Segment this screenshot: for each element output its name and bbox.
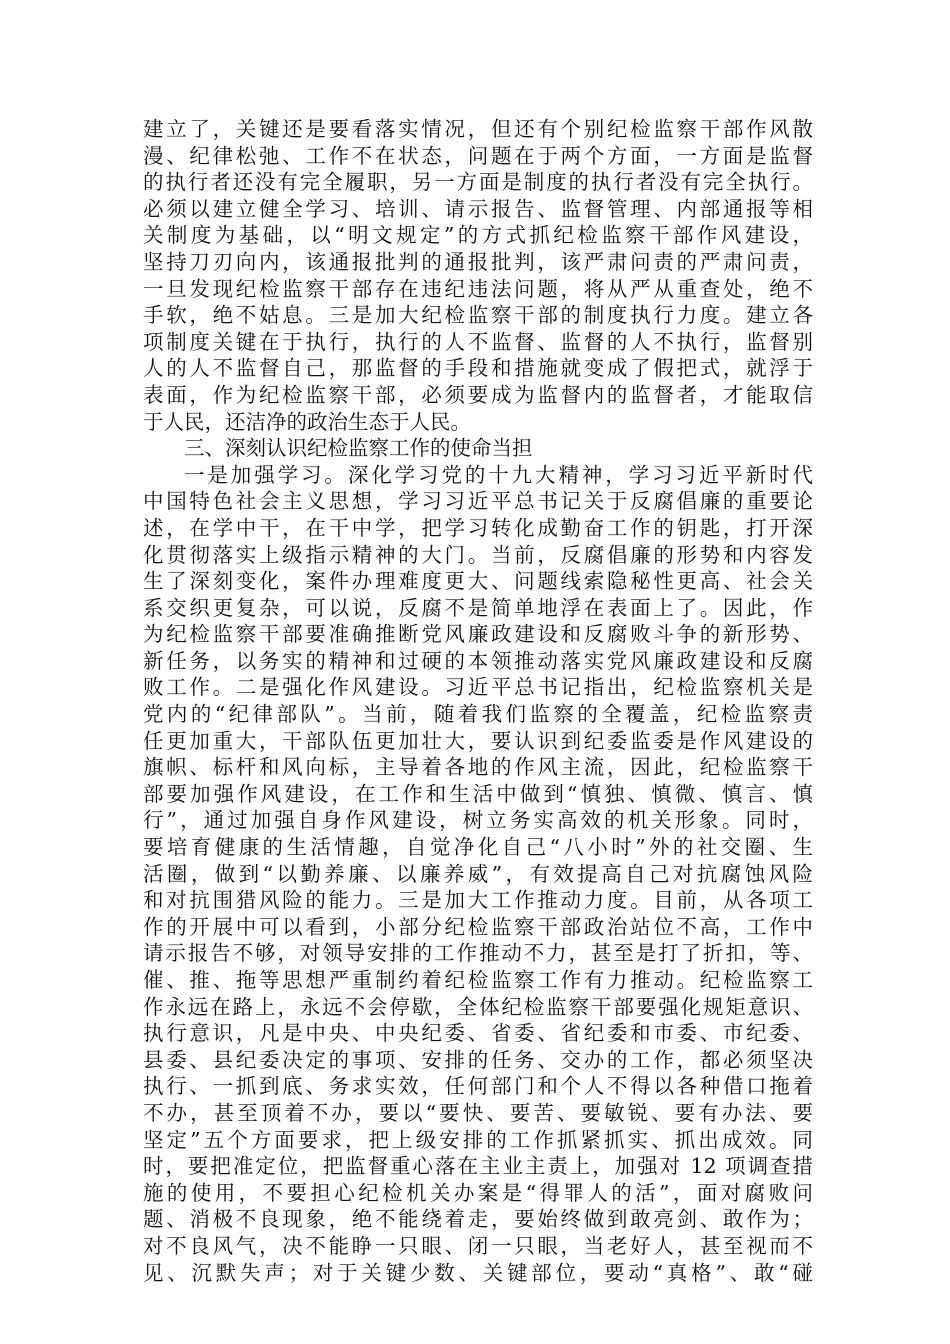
text-line: 手软，绝不姑息。三是加大纪检监察干部的制度执行力度。建立各 xyxy=(143,303,813,328)
text-line: 要培育健康的生活情趣，自觉净化自己“八小时”外的社交圈、生 xyxy=(143,835,813,860)
text-line: 表面，作为纪检监察干部，必须要成为监督内的监督者，才能取信 xyxy=(143,382,813,407)
text-line: 为纪检监察干部要准确推断党风廉政建设和反腐败斗争的新形势、 xyxy=(143,622,813,647)
text-line: 作的开展中可以看到，小部分纪检监察干部政治站位不高，工作中 xyxy=(143,914,813,939)
text-line: 一是加强学习。深化学习党的十九大精神，学习习近平新时代 xyxy=(184,462,813,487)
text-line: 生了深刻变化，案件办理难度更大、问题线索隐秘性更高、社会关 xyxy=(143,569,813,594)
text-line: 执行意识，凡是中央、中央纪委、省委、省纪委和市委、市纪委、 xyxy=(143,1021,813,1046)
body-text xyxy=(143,116,813,1286)
text-line: 漫、纪律松弛、工作不在状态，问题在于两个方面，一方面是监督 xyxy=(143,143,813,168)
text-line: 旗帜、标杆和风向标，主导着各地的作风主流，因此，纪检监察干 xyxy=(143,755,813,780)
text-line: 见、沉默失声；对于关键少数、关键部位，要动“真格”、敢“碰 xyxy=(143,1260,813,1285)
text-line: 建立了，关键还是要看落实情况，但还有个别纪检监察干部作风散 xyxy=(143,117,813,141)
text-line: 化贯彻落实上级指示精神的大门。当前，反腐倡廉的形势和内容发 xyxy=(143,542,813,567)
text-line: 请示报告不够，对领导安排的工作推动不力，甚至是打了折扣，等、 xyxy=(143,941,813,966)
text-line: 行”，通过加强自身作风建设，树立务实高效的机关形象。同时， xyxy=(143,808,813,833)
text-line: 部要加强作风建设，在工作和生活中做到“慎独、慎微、慎言、慎 xyxy=(143,781,813,806)
text-line: 人的人不监督自己，那监督的手段和措施就变成了假把式，就浮于 xyxy=(143,356,813,381)
text-line: 催、推、拖等思想严重制约着纪检监察工作有力推动。纪检监察工 xyxy=(143,968,813,992)
text-line: 作永远在路上，永远不会停歇，全体纪检监察干部要强化规矩意识、 xyxy=(143,994,813,1019)
text-line: 县委、县纪委决定的事项、安排的任务、交办的工作，都必须坚决 xyxy=(143,1047,813,1072)
text-line: 关制度为基础，以“明文规定”的方式抓纪检监察干部作风建设， xyxy=(143,223,813,248)
text-line: 活圈，做到“以勤养廉、以廉养威”，有效提高自己对抗腐蚀风险 xyxy=(143,861,813,886)
text-line: 不办，甚至顶着不办，要以“要快、要苦、要敏锐、要有办法、要 xyxy=(143,1100,813,1125)
text-line: 坚定”五个方面要求，把上级安排的工作抓紧抓实、抓出成效。同 xyxy=(143,1127,813,1152)
text-line: 执行、一抓到底、务求实效，任何部门和个人不得以各种借口拖着 xyxy=(143,1074,813,1099)
text-line: 系交织更复杂，可以说，反腐不是简单地浮在表面上了。因此，作 xyxy=(143,595,813,620)
text-line: 施的使用，不要担心纪检机关办案是“得罪人的活”，面对腐败问 xyxy=(143,1180,813,1205)
text-line: 题、消极不良现象，绝不能绕着走，要始终做到敢亮剑、敢作为； xyxy=(143,1207,813,1232)
text-line: 于人民，还洁净的政治生态于人民。 xyxy=(143,409,471,434)
text-line: 述，在学中干，在干中学，把学习转化成勤奋工作的钥匙，打开深 xyxy=(143,515,813,540)
text-line: 新任务，以务实的精神和过硬的本领推动落实党风廉政建设和反腐 xyxy=(143,648,813,673)
section-heading: 三、深刻认识纪检监察工作的使命当担 xyxy=(184,436,533,461)
text-line: 中国特色社会主义思想，学习习近平总书记关于反腐倡廉的重要论 xyxy=(143,489,813,514)
text-line: 对不良风气，决不能睁一只眼、闭一只眼，当老好人，甚至视而不 xyxy=(143,1233,813,1258)
text-line: 项制度关键在于执行，执行的人不监督、监督的人不执行，监督别 xyxy=(143,329,813,354)
text-line: 和对抗围猎风险的能力。三是加大工作推动力度。目前，从各项工 xyxy=(143,888,813,913)
text-line: 败工作。二是强化作风建设。习近平总书记指出，纪检监察机关是 xyxy=(143,675,813,700)
text-line: 必须以建立健全学习、培训、请示报告、监督管理、内部通报等相 xyxy=(143,196,813,221)
text-line: 党内的“纪律部队”。当前，随着我们监察的全覆盖，纪检监察责 xyxy=(143,702,813,727)
text-line: 任更加重大，干部队伍更加壮大，要认识到纪委监委是作风建设的 xyxy=(143,728,813,753)
text-line: 一旦发现纪检监察干部存在违纪违法问题，将从严从重查处，绝不 xyxy=(143,276,813,301)
text-line: 时，要把准定位，把监督重心落在主业主责上，加强对 12 项调查措 xyxy=(143,1154,813,1179)
text-line: 的执行者还没有完全履职，另一方面是制度的执行者没有完全执行。 xyxy=(143,170,813,195)
text-line: 坚持刀刃向内，该通报批判的通报批判，该严肃问责的严肃问责， xyxy=(143,249,813,274)
